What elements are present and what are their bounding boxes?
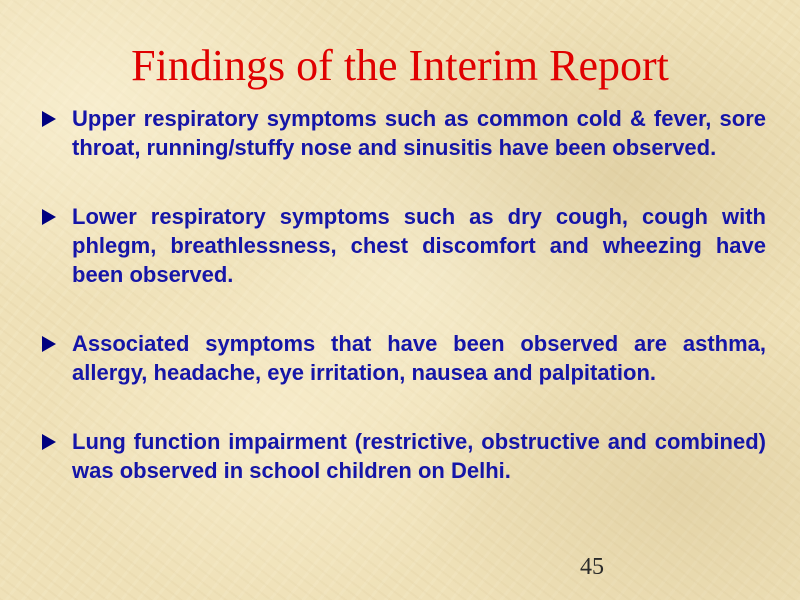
- page-number: 45: [580, 554, 604, 580]
- slide-title: Findings of the Interim Report: [131, 41, 669, 90]
- bullet-item-associated-symptoms: [42, 329, 766, 387]
- arrow-bullet-icon: [42, 209, 56, 225]
- bullet-text: Lung function impairment (restrictive, obstructive and combined) was observed in school children on Delhi.: [72, 429, 766, 483]
- bullet-text: Associated symptoms that have been observed are asthma, allergy, headache, eye irritation, nausea and palpitation.: [72, 331, 766, 385]
- arrow-bullet-icon: [42, 434, 56, 450]
- arrow-bullet-icon: [42, 336, 56, 352]
- bullet-text: Lower respiratory symptoms such as dry cough, cough with phlegm, breathlessness, chest discomfort and wheezing have been observed.: [72, 204, 766, 287]
- bullet-list: [42, 104, 766, 525]
- bullet-text: Upper respiratory symptoms such as common cold & fever, sore throat, running/stuffy nose and sinusitis have been observed.: [72, 106, 766, 160]
- bullet-item-lung-function: [42, 427, 766, 485]
- bullet-item-upper-respiratory: [42, 104, 766, 162]
- bullet-item-lower-respiratory: [42, 202, 766, 289]
- arrow-bullet-icon: [42, 111, 56, 127]
